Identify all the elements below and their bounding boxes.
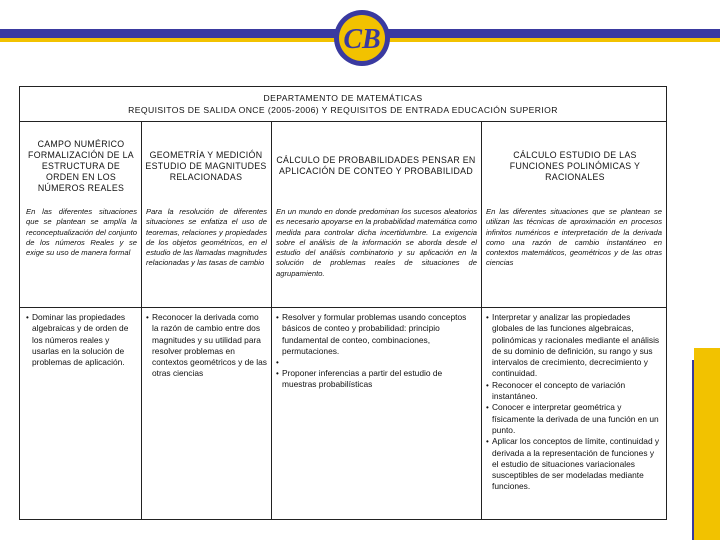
list-item: • Dominar las propiedades algebraicas y de orden de los números reales y usarlas en la solución de problemas de aplicación. xyxy=(26,312,137,368)
column-requirements-numeric xyxy=(22,309,141,519)
header-divider xyxy=(20,121,666,122)
list-item: • Interpretar y analizar las propiedades globales de las funciones algebraicas, polinómicas y racionales mediante el análisis de su dominio de definición, su rango y sus intervalos de crecimiento, decrecimiento y continuidad. xyxy=(486,312,662,380)
right-gold-band xyxy=(694,348,720,540)
column-requirements-geometry xyxy=(142,309,271,519)
logo-text: CB xyxy=(343,24,381,55)
right-blue-band xyxy=(692,360,694,540)
cb-logo xyxy=(332,8,392,68)
table-header xyxy=(20,87,666,121)
list-item: • Reconocer la derivada como la razón de cambio entre dos magnitudes y su utilidad para resolver problemas en contextos geométricos y de las otras ciencias xyxy=(146,312,267,380)
column-title-geometry: GEOMETRÍA Y MEDICIÓN ESTUDIO DE MAGNITUDES RELACIONADAS xyxy=(145,149,267,182)
list-item: • Resolver y formular problemas usando conceptos básicos de conteo y probabilidad: principio fundamental de conteo, combinaciones, permutaciones. xyxy=(276,312,477,357)
column-description-numeric: En las diferentes situaciones que se plantean se amplía la reconceptualización del conjunto de los números Reales y se exige su uso de manera formal xyxy=(26,207,137,258)
column-title-numeric: CAMPO NUMÉRICO FORMALIZACIÓN DE LA ESTRUCTURA DE ORDEN EN LOS NÚMEROS REALES xyxy=(28,138,134,193)
list-item: • Reconocer el concepto de variación instantáneo. xyxy=(486,380,662,403)
row-divider xyxy=(20,307,666,308)
column-requirements-calculus xyxy=(482,309,666,519)
requirements-table xyxy=(19,86,667,520)
list-item: • Proponer inferencias a partir del estudio de muestras probabilísticas xyxy=(276,368,477,391)
list-item: • Aplicar los conceptos de límite, continuidad y derivada a la representación de funciones y el estudio de situaciones variacionales susceptibles de ser modeladas mediante funciones. xyxy=(486,436,662,492)
column-description-probability: En un mundo en donde predominan los sucesos aleatorios es necesario apoyarse en la probabilidad matemática como medida para controlar dicha incertidumbre. La exigencia sobre el análisis de la información se aborda desde el estudio del análisis combinatorio y su aplicación en la solución de problemas reales de situaciones de agrupamiento. xyxy=(276,207,477,278)
column-description-calculus: En las diferentes situaciones que se plantean se utilizan las técnicas de aproximación en procesos infinitos numéricos e interpretación de la derivada como una razón de cambio instantáneo en contextos matemáticos, geométricos y de las otras ciencias xyxy=(486,207,662,268)
requirements-subtitle: REQUISITOS DE SALIDA ONCE (2005-2006) Y REQUISITOS DE ENTRADA EDUCACIÓN SUPERIOR xyxy=(128,105,558,115)
column-requirements-probability xyxy=(272,309,481,519)
list-item: • Conocer e interpretar geométrica y físicamente la derivada de una función en un punto. xyxy=(486,402,662,436)
column-title-calculus: CÁLCULO ESTUDIO DE LAS FUNCIONES POLINÓMICAS Y RACIONALES xyxy=(509,149,641,182)
department-title: DEPARTAMENTO DE MATEMÁTICAS xyxy=(263,93,423,103)
column-description-geometry: Para la resolución de diferentes situaciones se enfatiza el uso de teoremas, relaciones y propiedades de los objetos geométricos, en el estudio de las llamadas magnitudes relacionadas y las tasas de cambio xyxy=(146,207,267,268)
list-spacer xyxy=(276,357,477,368)
column-title-probability: CÁLCULO DE PROBABILIDADES PENSAR EN APLICACIÓN DE CONTEO Y PROBABILIDAD xyxy=(276,155,476,176)
